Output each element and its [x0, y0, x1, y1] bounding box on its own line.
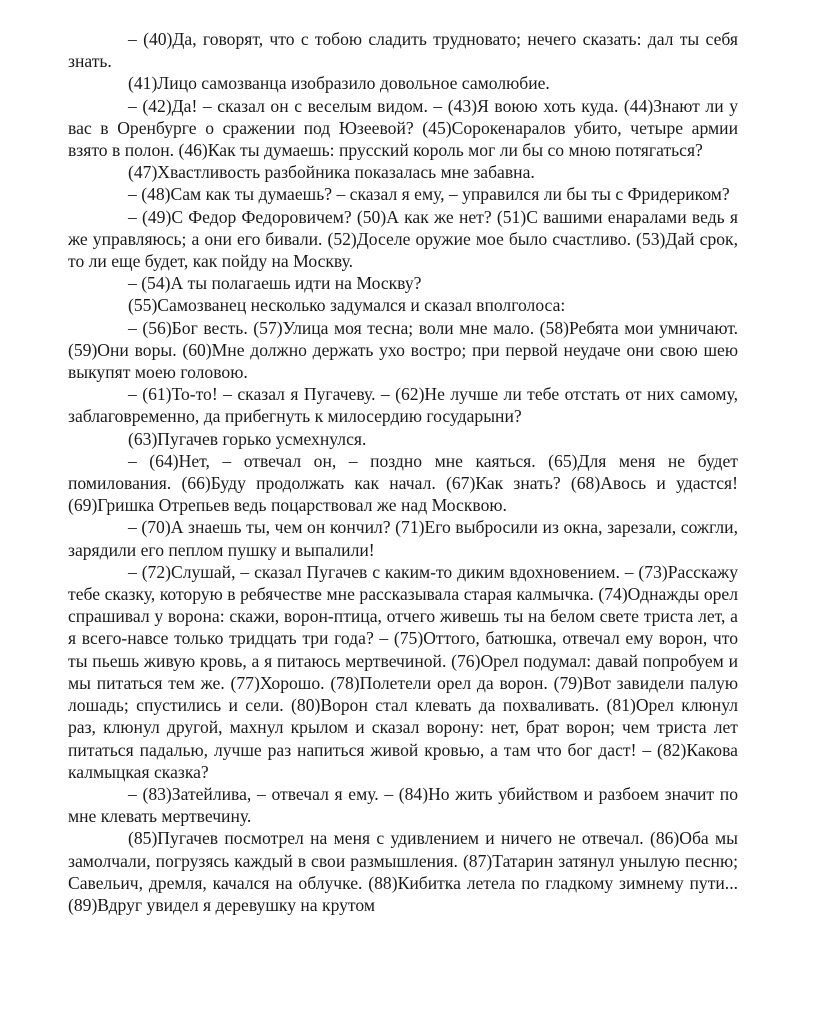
paragraph: – (83)Затейлива, – отвечал я ему. – (84)Но жить убийством и разбоем значит по мне клевать мертвечину. [68, 783, 738, 827]
document-page [68, 28, 738, 916]
paragraph: – (42)Да! – сказал он с веселым видом. – (43)Я воюю хоть куда. (44)Знают ли у вас в Оренбурге о сражении под Юзеевой? (45)Сорокенаралов убито, четыре армии взято в полон. (46)Как ты думаешь: прусский король мог ли бы со мною потягаться? [68, 95, 738, 161]
paragraph: – (54)А ты полагаешь идти на Москву? [128, 273, 422, 294]
paragraph: – (72)Слушай, – сказал Пугачев с каким-то диким вдохновением. – (73)Расскажу тебе сказку, которую в ребячестве мне рассказывала старая калмычка. (74)Однажды орел спрашивал у ворона: скажи, ворон-птица, отчего живешь ты на белом свете триста лет, а я всего-навсе только тридцать три года? – (75)Оттого, батюшка, отвечал ему ворон, что ты пьешь живую кровь, а я питаюсь мертвечиной. (76)Орел подумал: давай попробуем и мы питаться тем же. (77)Хорошо. (78)Полетели орел да ворон. (79)Вот завидели палую лошадь; спустились и сели. (80)Ворон стал клевать да похваливать. (81)Орел клюнул раз, клюнул другой, махнул крылом и сказал ворону: нет, брат ворон; чем триста лет питаться падалью, лучше раз напиться живой кровью, а там что бог даст! – (82)Какова калмыцкая сказка? [68, 561, 738, 782]
paragraph: – (40)Да, говорят, что с тобою сладить трудновато; нечего сказать: дал ты себя знать. [68, 29, 738, 72]
paragraph: (47)Хвастливость разбойника показалась мне забавна. [128, 162, 535, 183]
paragraph: (63)Пугачев горько усмехнулся. [128, 428, 367, 449]
paragraph: (55)Самозванец несколько задумался и сказал вполголоса: [128, 295, 566, 316]
paragraph: (41)Лицо самозванца изобразило довольное самолюбие. [128, 73, 550, 94]
paragraph: – (48)Сам как ты думаешь? – сказал я ему, – управился ли бы ты с Фридериком? [128, 184, 730, 205]
paragraph: – (64)Нет, – отвечал он, – поздно мне каяться. (65)Для меня не будет помилования. (66)Буду продолжать как начал. (67)Как знать? (68)Авось и удастся! (69)Гришка Отрепьев ведь поцарствовал же над Москвою. [68, 450, 738, 516]
paragraph: – (56)Бог весть. (57)Улица моя тесна; воли мне мало. (58)Ребята мои умничают. (59)Они воры. (60)Мне должно держать ухо востро; при первой неудаче они свою шею выкупят моею головою. [68, 317, 738, 383]
paragraph: (85)Пугачев посмотрел на меня с удивлением и ничего не отвечал. (86)Оба мы замолчали, погрузясь каждый в свои размышления. (87)Татарин затянул унылую песню; Савельич, дремля, качался на облучке. (88)Кибитка летела по гладкому зимнему пути... (89)Вдруг увидел я деревушку на крутом [68, 828, 738, 915]
paragraph: – (49)С Федор Федоровичем? (50)А как же нет? (51)С вашими енаралами ведь я же управляюсь; а они его бивали. (52)Доселе оружие мое было счастливо. (53)Дай срок, то ли еще будет, как пойду на Москву. [68, 206, 738, 272]
paragraph: – (70)А знаешь ты, чем он кончил? (71)Его выбросили из окна, зарезали, сожгли, зарядили его пеплом пушку и выпалили! [68, 517, 738, 560]
paragraph: – (61)То-то! – сказал я Пугачеву. – (62)Не лучше ли тебе отстать от них самому, заблаговременно, да прибегнуть к милосердию государыни? [68, 384, 738, 427]
